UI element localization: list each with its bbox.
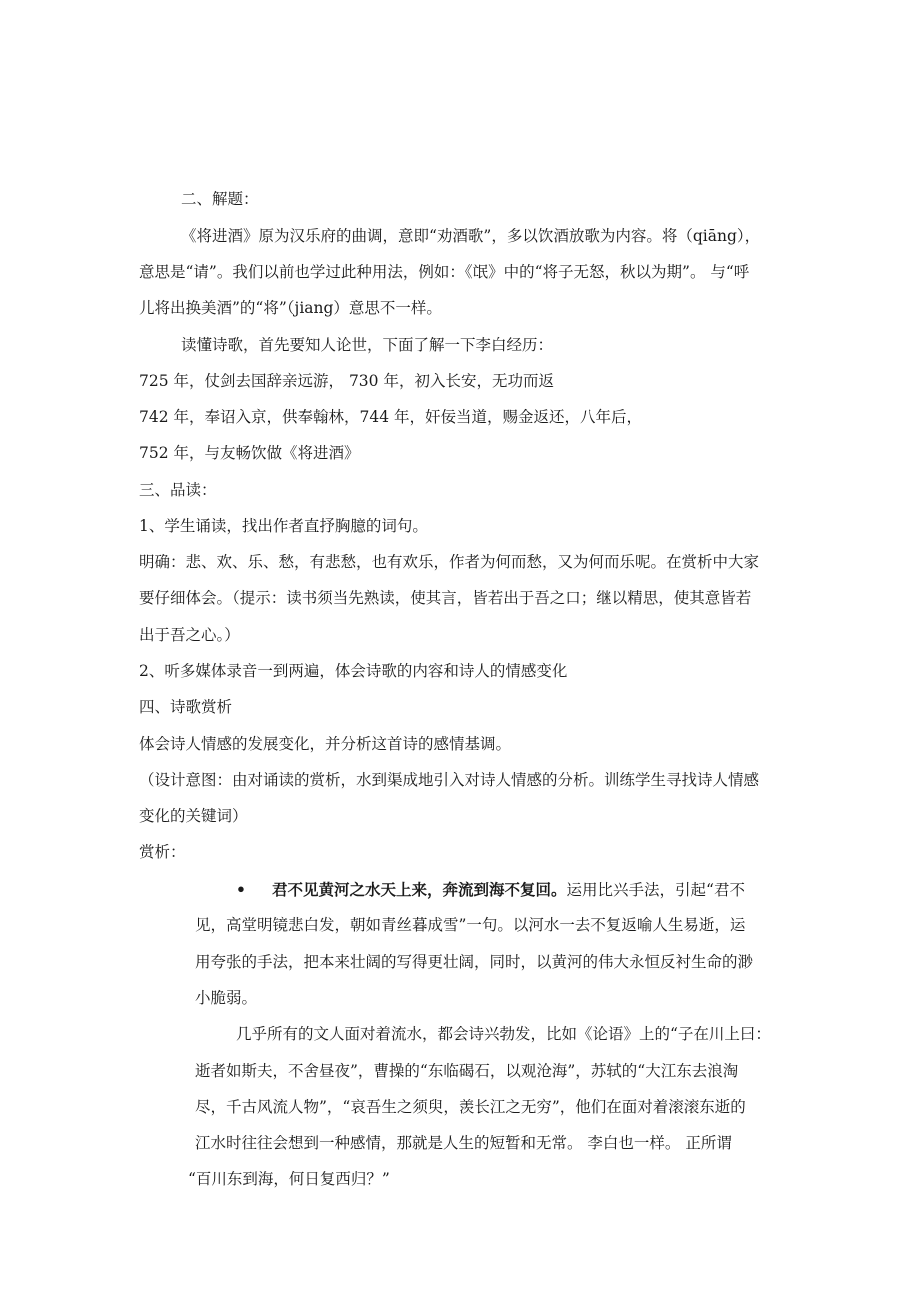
bullet-line-1 bbox=[272, 882, 745, 899]
bio-line-1: 725 年，仗剑去国辞亲远游， 730 年，初入长安，无功而返 bbox=[139, 372, 554, 390]
pindu-item-1: 1、学生诵读，找出作者直抒胸臆的词句。 bbox=[139, 517, 428, 535]
paragraph-line-3: 尽，千古风流人物”，“哀吾生之须臾，羡长江之无穷”，他们在面对着滚滚东逝的 bbox=[195, 1098, 746, 1116]
design-intent-line-1: （设计意图：由对诵读的赏析，水到渠成地引入对诗人情感的分析。训练学生寻找诗人情感 bbox=[139, 771, 760, 789]
bio-line-2: 742 年，奉诏入京，供奉翰林，744 年，奸佞当道，赐金返还，八年后， bbox=[139, 408, 643, 426]
bullet-line-2: 见，高堂明镜悲白发，朝如青丝暮成雪”一句。以河水一去不复返喻人生易逝，运 bbox=[195, 916, 746, 934]
bullet-line-1-text: 运用比兴手法，引起“君不 bbox=[566, 881, 745, 899]
bullet-key-verse: 君不见黄河之水天上来，奔流到海不复回。 bbox=[272, 880, 567, 899]
paragraph-line-2: 逝者如斯夫，不舍昼夜”，曹操的“东临碣石，以观沧海”，苏轼的“大江东去浪淘 bbox=[195, 1062, 739, 1080]
intro-line-2: 意思是“请”。我们以前也学过此种用法，例如：《氓》中的“将子无怒，秋以为期”。 与“呼 bbox=[139, 263, 750, 281]
intro-line-3: 儿将出换美酒”的“将”（jiang）意思不一样。 bbox=[139, 299, 442, 317]
pindu-item-2: 2、听多媒体录音一到两遍，体会诗歌的内容和诗人的情感变化 bbox=[139, 662, 568, 680]
shangxi-task: 体会诗人情感的发展变化，并分析这首诗的感情基调。 bbox=[139, 735, 512, 753]
clarify-line-2: 要仔细体会。（提示：读书须当先熟读，使其言，皆若出于吾之口；继以精思，使其意皆若 bbox=[139, 589, 752, 607]
section-heading-pindu: 三、品读： bbox=[139, 481, 217, 499]
clarify-line-1: 明确：悲、欢、乐、愁，有悲愁，也有欢乐，作者为何而愁，又为何而乐呢。在赏析中大家 bbox=[139, 553, 760, 571]
bio-intro: 读懂诗歌，首先要知人论世，下面了解一下李白经历： bbox=[181, 336, 554, 354]
bullet-line-4: 小脆弱。 bbox=[195, 989, 258, 1007]
design-intent-line-2: 变化的关键词） bbox=[139, 807, 248, 825]
section-heading-shangxi: 四、诗歌赏析 bbox=[139, 698, 233, 716]
clarify-line-3: 出于吾之心。） bbox=[139, 626, 240, 644]
intro-line-1: 《将进酒》原为汉乐府的曲调，意即“劝酒歌”，多以饮酒放歌为内容。将（qiāng）， bbox=[181, 227, 761, 245]
bullet-line-3: 用夸张的手法，把本来壮阔的写得更壮阔，同时，以黄河的伟大永恒反衬生命的渺 bbox=[195, 953, 754, 971]
appreciation-label: 赏析： bbox=[139, 843, 186, 861]
section-heading-jieti: 二、解题： bbox=[181, 190, 259, 208]
paragraph-line-5: “百川东到海，何日复西归？” bbox=[188, 1170, 390, 1188]
paragraph-line-1: 几乎所有的文人面对着流水，都会诗兴勃发，比如《论语》上的“子在川上曰： bbox=[236, 1025, 771, 1043]
bio-line-3: 752 年，与友畅饮做《将进酒》 bbox=[139, 444, 360, 462]
paragraph-line-4: 江水时往往会想到一种感情，那就是人生的短暂和无常。 李白也一样。 正所谓 bbox=[195, 1134, 732, 1152]
bullet-marker: • bbox=[236, 880, 246, 899]
